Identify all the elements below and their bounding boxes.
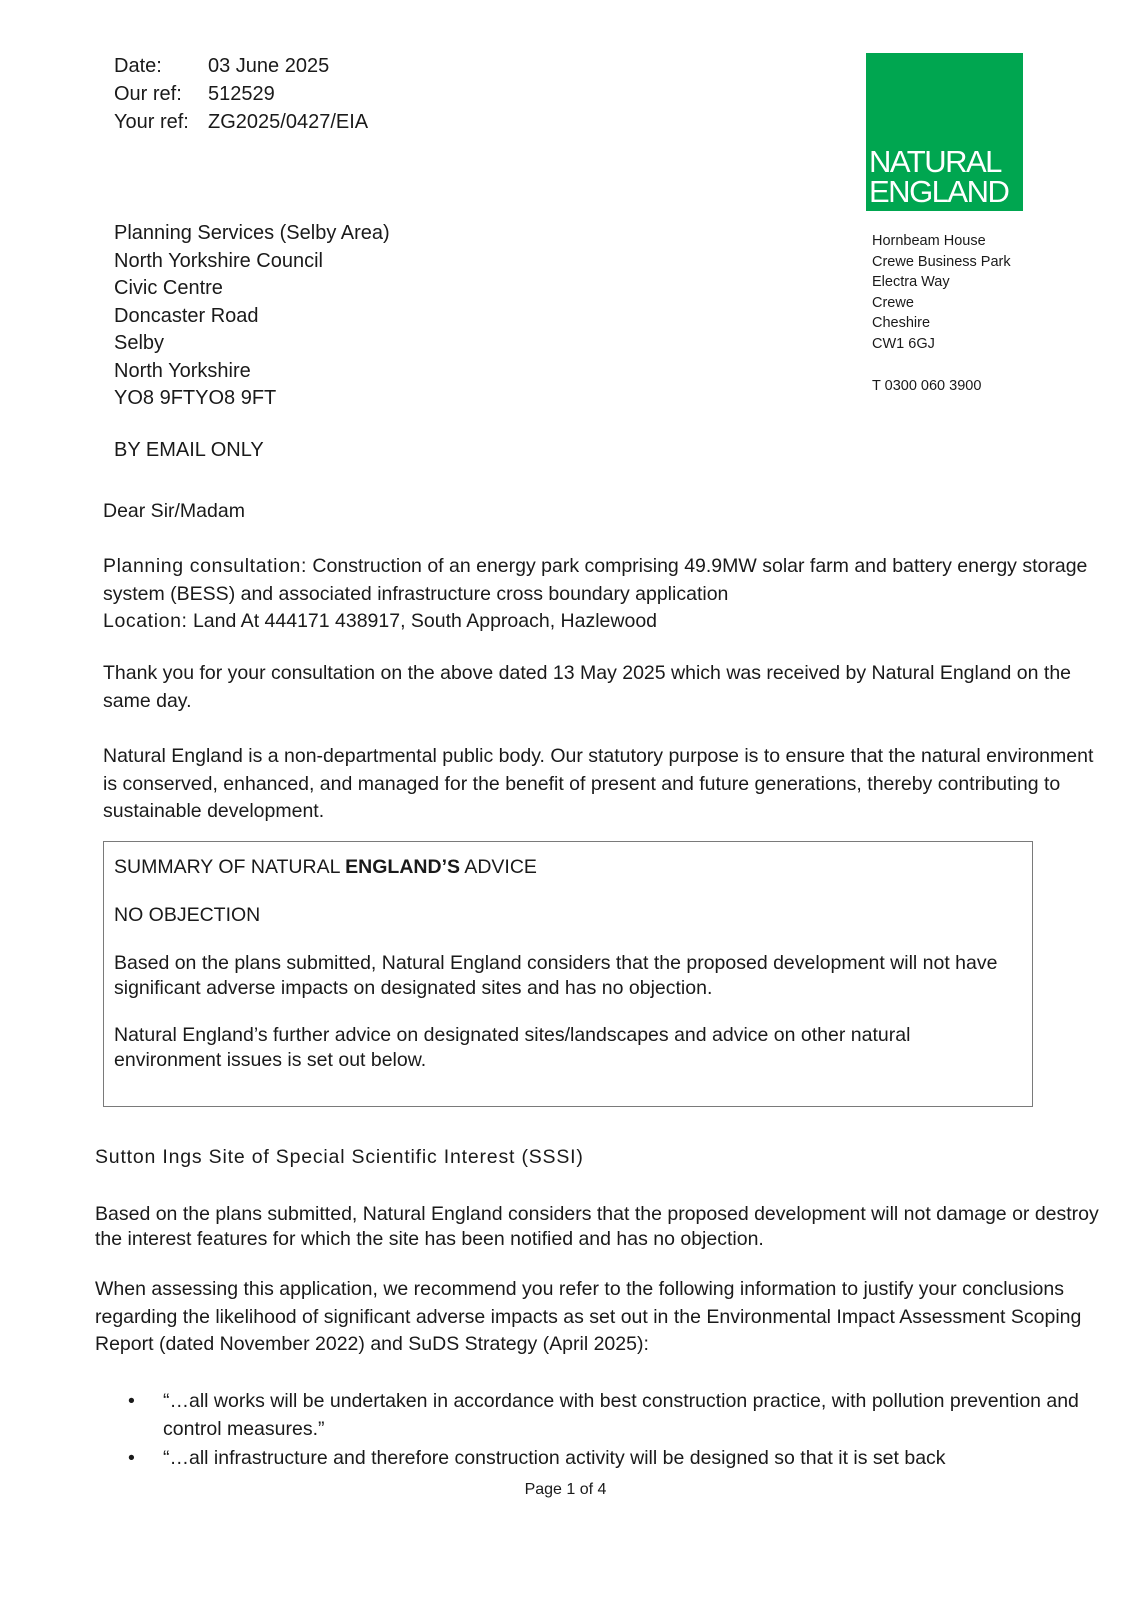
recipient-address xyxy=(114,220,390,413)
your-ref-label: Your ref: xyxy=(114,111,189,133)
salutation: Dear Sir/Madam xyxy=(103,500,245,522)
summary-title-prefix: SUMMARY OF NATURAL xyxy=(114,856,346,878)
logo-line-2: ENGLAND xyxy=(869,174,1009,209)
recipient-line: Selby xyxy=(114,332,165,354)
thanks-paragraph: Thank you for your consultation on the above dated 13 May 2025 which was received by Natural England on the same day. xyxy=(103,662,1072,712)
summary-paragraph-1: Based on the plans submitted, Natural England considers that the proposed development will not have significant adverse impacts on designated sites and has no objection. xyxy=(114,952,998,999)
bullet-icon: • xyxy=(128,1447,135,1469)
bullet-icon: • xyxy=(128,1390,135,1412)
summary-title-suffix: ADVICE xyxy=(460,856,537,878)
summary-title xyxy=(114,855,1022,880)
about-paragraph: Natural England is a non-departmental public body. Our statutory purpose is to ensure that the natural environment is conserved, enhanced, and managed for the benefit of present and future generations, thereby contributing to sustainable development. xyxy=(103,745,1094,822)
recipient-line: YO8 9FTYO8 9FT xyxy=(114,387,277,409)
quote-list xyxy=(95,1388,1115,1475)
sssi-heading: Sutton Ings Site of Special Scientific Interest (SSSI) xyxy=(95,1146,584,1168)
our-ref-row xyxy=(114,80,368,108)
recipient-line: Doncaster Road xyxy=(114,304,259,327)
summary-title-bold: ENGLAND’S xyxy=(345,856,460,878)
location-text: Land At 444171 438917, South Approach, Hazlewood xyxy=(187,610,658,632)
sssi-paragraph: Based on the plans submitted, Natural England considers that the proposed development will not damage or destroy the interest features for which the site has been notified and has no objection. xyxy=(95,1203,1099,1250)
date-label: Date: xyxy=(114,55,162,77)
natural-england-logo xyxy=(866,53,1023,211)
office-line: Hornbeam House xyxy=(872,233,986,249)
office-line: Crewe Business Park xyxy=(872,253,1011,270)
logo-line-1: NATURAL xyxy=(869,144,1001,179)
our-ref-value: 512529 xyxy=(208,83,275,105)
recipient-line: Planning Services (Selby Area) xyxy=(114,222,390,244)
list-item xyxy=(95,1445,1115,1473)
location-line xyxy=(103,608,1113,636)
office-line: Electra Way xyxy=(872,274,950,290)
list-item-text: “…all infrastructure and therefore construction activity will be designed so that it is set back xyxy=(163,1447,946,1469)
location-label: Location: xyxy=(103,610,188,632)
your-ref-value: ZG2025/0427/EIA xyxy=(208,111,369,133)
office-line: Cheshire xyxy=(872,315,931,331)
page-number: Page 1 of 4 xyxy=(524,1481,607,1498)
consultation-line xyxy=(103,553,1113,608)
summary-box xyxy=(103,841,1033,1107)
recipient-line: North Yorkshire Council xyxy=(114,249,323,272)
office-address xyxy=(872,231,1011,397)
recipient-line: North Yorkshire xyxy=(114,359,251,382)
reference-block xyxy=(114,52,368,136)
consultation-label: Planning consultation: xyxy=(103,555,308,577)
delivery-note: BY EMAIL ONLY xyxy=(114,439,264,461)
office-phone: T 0300 060 3900 xyxy=(872,378,982,394)
assessment-paragraph: When assessing this application, we recommend you refer to the following information to justify your conclusions regarding the likelihood of significant adverse impacts as set out in the Environmental Impact Assessment Scoping Report (dated November 2022) and SuDS Strategy (April 2025): xyxy=(95,1278,1082,1355)
office-line: Crewe xyxy=(872,294,914,311)
subject-block xyxy=(103,553,1113,636)
summary-paragraph-2: Natural England’s further advice on designated sites/landscapes and advice on other natural environment issues is set out below. xyxy=(114,1024,911,1071)
summary-verdict: NO OBJECTION xyxy=(114,904,261,926)
our-ref-label: Our ref: xyxy=(114,83,182,105)
list-item xyxy=(95,1388,1115,1443)
date-value: 03 June 2025 xyxy=(208,55,330,77)
logo-text xyxy=(869,144,1009,209)
date-row xyxy=(114,52,368,80)
recipient-line: Civic Centre xyxy=(114,277,223,299)
your-ref-row xyxy=(114,108,368,136)
list-item-text: “…all works will be undertaken in accordance with best construction practice, with pollution prevention and control measures.” xyxy=(163,1390,1079,1440)
consultation-text: Construction of an energy park comprising 49.9MW solar farm and battery energy storage system (BESS) and associated infrastructure cross boundary application xyxy=(103,555,1088,605)
office-line: CW1 6GJ xyxy=(872,335,935,352)
